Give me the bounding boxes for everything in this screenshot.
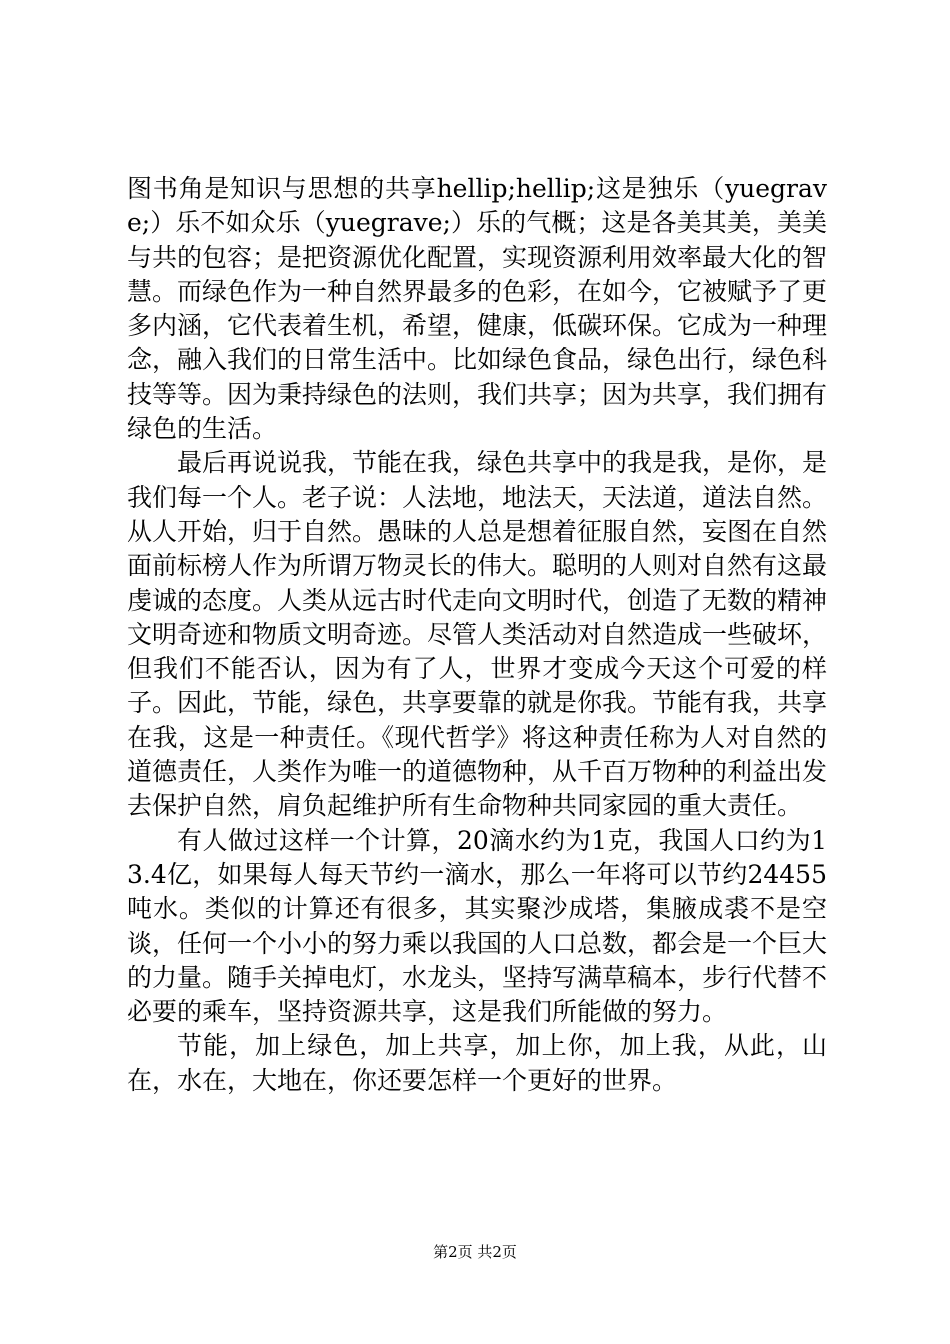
document-body bbox=[127, 172, 827, 1098]
paragraph-2: 最后再说说我，节能在我，绿色共享中的我是我，是你，是我们每一个人。老子说：人法地，地法天，天法道，道法自然。从人开始，归于自然。愚昧的人总是想着征服自然，妄图在自然面前标榜人作为所谓万物灵长的伟大。聪明的人则对自然有这最虔诚的态度。人类从远古时代走向文明时代，创造了无数的精神文明奇迹和物质文明奇迹。尽管人类活动对自然造成一些破坏，但我们不能否认，因为有了人，世界才变成今天这个可爱的样子。因此，节能，绿色，共享要靠的就是你我。节能有我，共享在我，这是一种责任。《现代哲学》将这种责任称为人对自然的道德责任，人类作为唯一的道德物种，从千百万物种的利益出发去保护自然，肩负起维护所有生命物种共同家园的重大责任。 bbox=[127, 448, 828, 821]
page-footer: 第2页 共2页 bbox=[433, 1243, 517, 1261]
paragraph-3: 有人做过这样一个计算，20滴水约为1克，我国人口约为13.4亿，如果每人每天节约一滴水，那么一年将可以节约24455吨水。类似的计算还有很多，其实聚沙成塔，集腋成裘不是空谈，任何一个小小的努力乘以我国的人口总数，都会是一个巨大的力量。随手关掉电灯，水龙头，坚持写满草稿本，步行代替不必要的乘车，坚持资源共享，这是我们所能做的努力。 bbox=[127, 825, 828, 1027]
paragraph-1: 图书角是知识与思想的共享hellip;hellip;这是独乐（yuegrave;）乐不如众乐（yuegrave;）乐的气概；这是各美其美，美美与共的包容；是把资源优化配置，实现资源利用效率最大化的智慧。而绿色作为一种自然界最多的色彩，在如今，它被赋予了更多内涵，它代表着生机，希望，健康，低碳环保。它成为一种理念，融入我们的日常生活中。比如绿色食品，绿色出行，绿色科技等等。因为秉持绿色的法则，我们共享；因为共享，我们拥有绿色的生活。 bbox=[127, 174, 828, 444]
paragraph-4: 节能，加上绿色，加上共享，加上你，加上我，从此，山在，水在，大地在，你还要怎样一个更好的世界。 bbox=[127, 1031, 827, 1095]
